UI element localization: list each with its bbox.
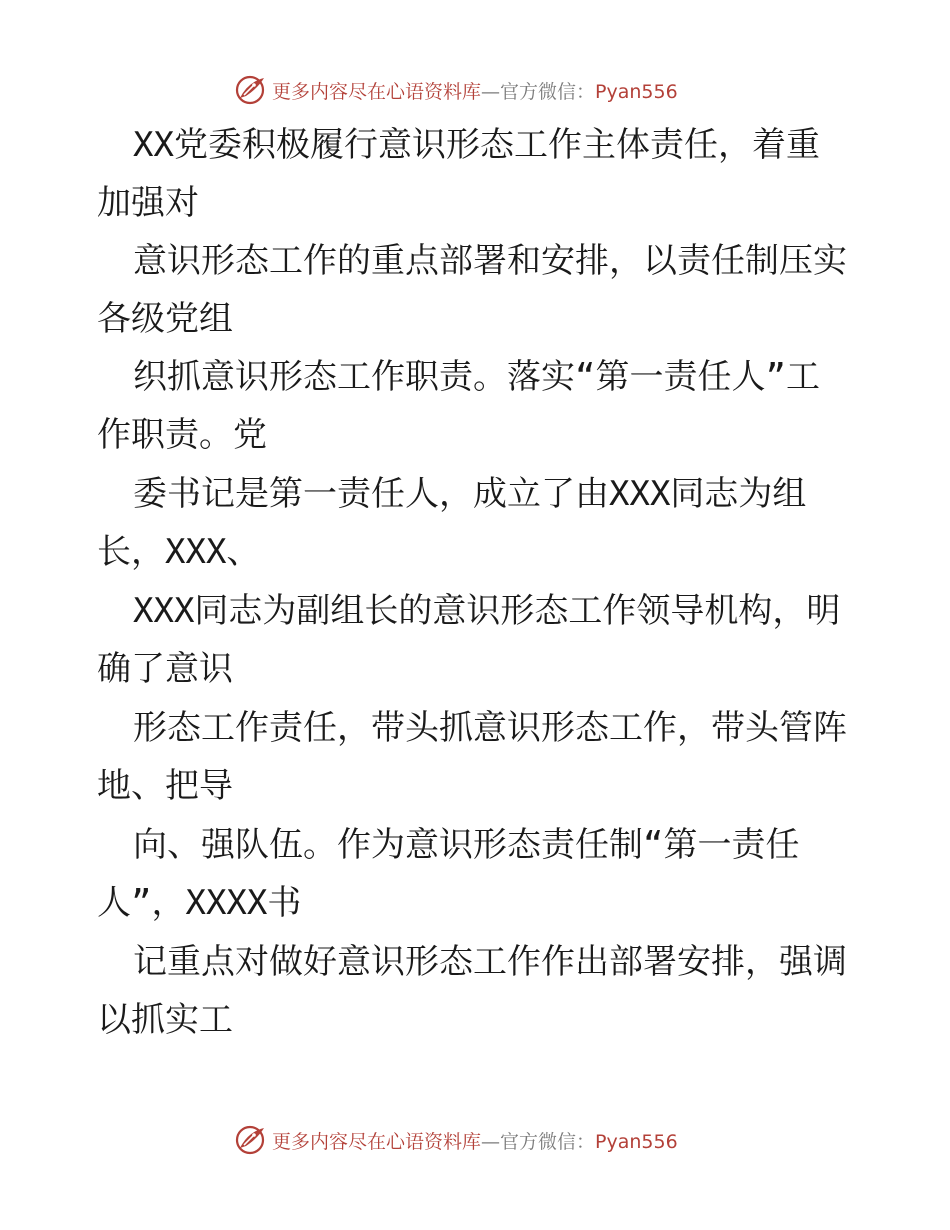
- watermark-dash: —: [481, 1131, 501, 1153]
- paragraph-line: 形态工作责任，带头抓意识形态工作，带头管阵: [133, 708, 847, 748]
- paragraph-line: 人”，XXXX书: [97, 883, 302, 923]
- paragraph-line: XXX同志为副组长的意识形态工作领导机构，明: [133, 591, 841, 631]
- paragraph-line: 记重点对做好意识形态工作作出部署安排，强调: [133, 942, 847, 982]
- pen-nib-logo-icon: [234, 72, 268, 106]
- watermark-dash: —: [481, 81, 501, 103]
- paragraph-line: 长，XXX、: [97, 532, 261, 572]
- paragraph-line: 加强对: [97, 183, 199, 223]
- header-watermark: [0, 68, 950, 112]
- footer-watermark: [0, 1118, 950, 1162]
- paragraph-line: 向、强队伍。作为意识形态责任制“第一责任: [133, 825, 800, 865]
- watermark-official-label: 官方微信：: [500, 1131, 596, 1153]
- watermark-text: [272, 77, 678, 104]
- watermark-wechat-id: Pyan556: [595, 81, 678, 103]
- paragraph-line: 各级党组: [97, 299, 233, 339]
- paragraph-line: 作职责。党: [97, 415, 267, 455]
- watermark-text: [272, 1127, 678, 1154]
- paragraph-line: 意识形态工作的重点部署和安排，以责任制压实: [133, 241, 847, 281]
- watermark-official-label: 官方微信：: [500, 81, 596, 103]
- paragraph-line: 以抓实工: [97, 1000, 233, 1040]
- watermark-lead: 更多内容尽在心语资料库: [272, 81, 482, 103]
- paragraph-line: 地、把导: [97, 766, 233, 806]
- watermark-lead: 更多内容尽在心语资料库: [272, 1131, 482, 1153]
- paragraph-line: XX党委积极履行意识形态工作主体责任，着重: [133, 125, 820, 165]
- paragraph-line: 确了意识: [97, 649, 233, 689]
- paragraph-line: 织抓意识形态工作职责。落实“第一责任人”工: [133, 357, 820, 397]
- pen-nib-logo-icon: [234, 1122, 268, 1156]
- watermark-wechat-id: Pyan556: [595, 1131, 678, 1153]
- paragraph-line: 委书记是第一责任人，成立了由XXX同志为组: [133, 474, 807, 514]
